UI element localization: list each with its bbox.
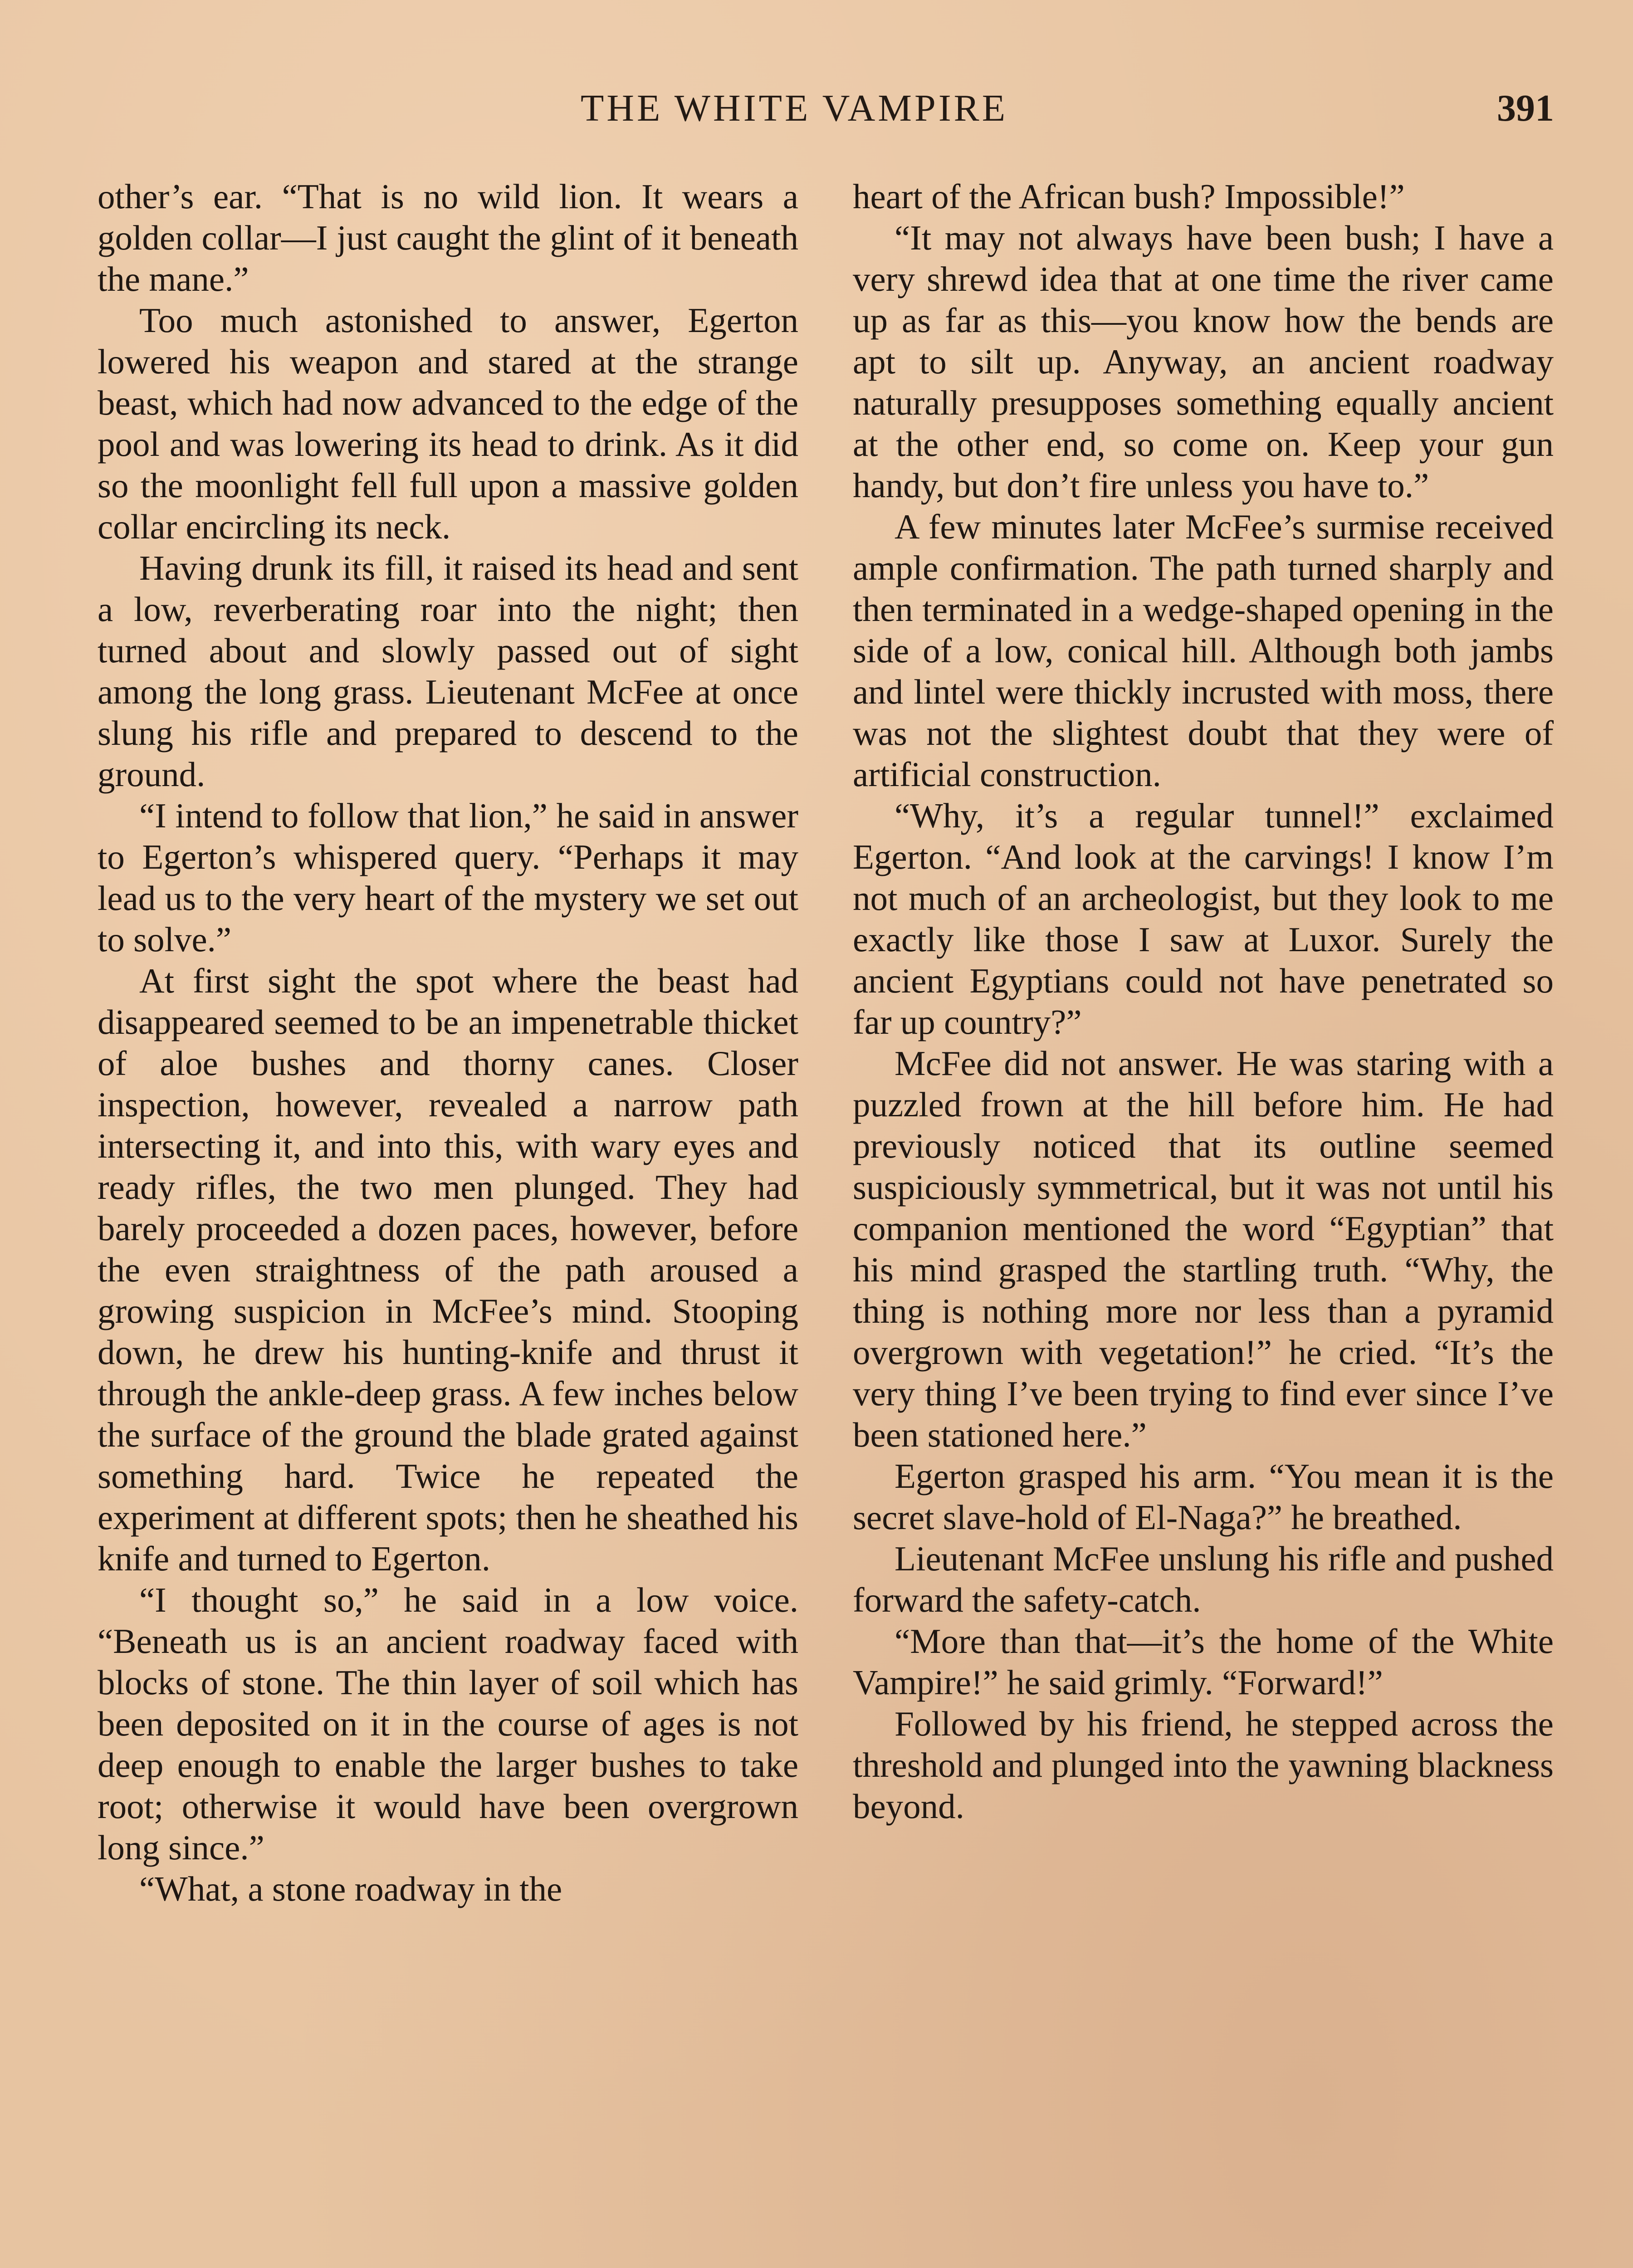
paragraph: “Why, it’s a regular tunnel!” exclaimed Egerton. “And look at the carvings! I know I’m not much of an archeologist, but they look to me exactly like those I saw at Luxor. Surely the ancient Egyptians could not have penetrated so far up country?” [853,796,1554,1041]
paragraph: Having drunk its fill, it raised its head and sent a low, reverberating roar into the night; then turned about and slowly passed out of sight among the long grass. Lieutenant McFee at once slung his rifle and prepared to descend to the ground. [98,548,798,794]
running-title: THE WHITE VAMPIRE [581,87,1008,129]
paragraph: “I intend to follow that lion,” he said in answer to Egerton’s whispered query. “Perhaps it may lead us to the very heart of the mystery we set out to solve.” [98,796,798,959]
paragraph: A few minutes later McFee’s surmise received ample confirmation. The path turned sharply and then terminated in a wedge-shaped opening in the side of a low, conical hill. Although both jambs and lintel were thickly incrusted with moss, there was not the slightest doubt that they were of artificial construction. [853,507,1554,794]
paragraph: “I thought so,” he said in a low voice. “Beneath us is an ancient roadway faced with blocks of stone. The thin layer of soil which has been deposited on it in the course of ages is not deep enough to enable the larger bushes to take root; otherwise it would have been overgrown long since.” [98,1580,798,1867]
right-column [853,176,1554,1827]
paragraph: McFee did not answer. He was staring with a puzzled frown at the hill before him. He had previously noticed that its outline seemed suspiciously symmetrical, but it was not until his companion mentioned the word “Egyptian” that his mind grasped the startling truth. “Why, the thing is nothing more nor less than a pyramid overgrown with vegetation!” he cried. “It’s the very thing I’ve been trying to find ever since I’ve been stationed here.” [853,1044,1554,1454]
paragraph: Lieutenant McFee unslung his rifle and pushed forward the safety-catch. [853,1539,1554,1619]
paragraph: Too much astonished to answer, Egerton lowered his weapon and stared at the strange beast, which had now advanced to the edge of the pool and was lowering its head to drink. As it did so the moonlight fell full upon a massive golden collar encircling its neck. [98,301,798,546]
paragraph: “It may not always have been bush; I have a very shrewd idea that at one time the river came up as far as this—you know how the bends are apt to silt up. Anyway, an ancient roadway naturally presupposes something equally ancient at the other end, so come on. Keep your gun handy, but don’t fire unless you have to.” [853,218,1554,505]
paragraph: heart of the African bush? Impossible!” [853,177,1405,216]
paragraph: Egerton grasped his arm. “You mean it is the secret slave-hold of El-Naga?” he breathed. [853,1457,1554,1537]
paragraph: “More than that—it’s the home of the White Vampire!” he said grimly. “Forward!” [853,1622,1554,1702]
paragraph: Followed by his friend, he stepped across the threshold and plunged into the yawning blackness beyond. [853,1704,1554,1826]
paragraph: “What, a stone roadway in the [139,1869,562,1908]
paragraph: other’s ear. “That is no wild lion. It wears a golden collar—I just caught the glint of it beneath the mane.” [98,177,798,298]
page-header [0,86,1633,136]
page-number: 391 [1497,87,1554,129]
paragraph: At first sight the spot where the beast had disappeared seemed to be an impenetrable thicket of aloe bushes and thorny canes. Closer inspection, however, revealed a narrow path intersecting it, and into this, with wary eyes and ready rifles, the two men plunged. They had barely proceeded a dozen paces, however, before the even straightness of the path aroused a growing suspicion in McFee’s mind. Stooping down, he drew his hunting-knife and thrust it through the ankle-deep grass. A few inches below the surface of the ground the blade grated against something hard. Twice he repeated the experiment at different spots; then he sheathed his knife and turned to Egerton. [98,961,798,1578]
left-column [98,176,798,1910]
